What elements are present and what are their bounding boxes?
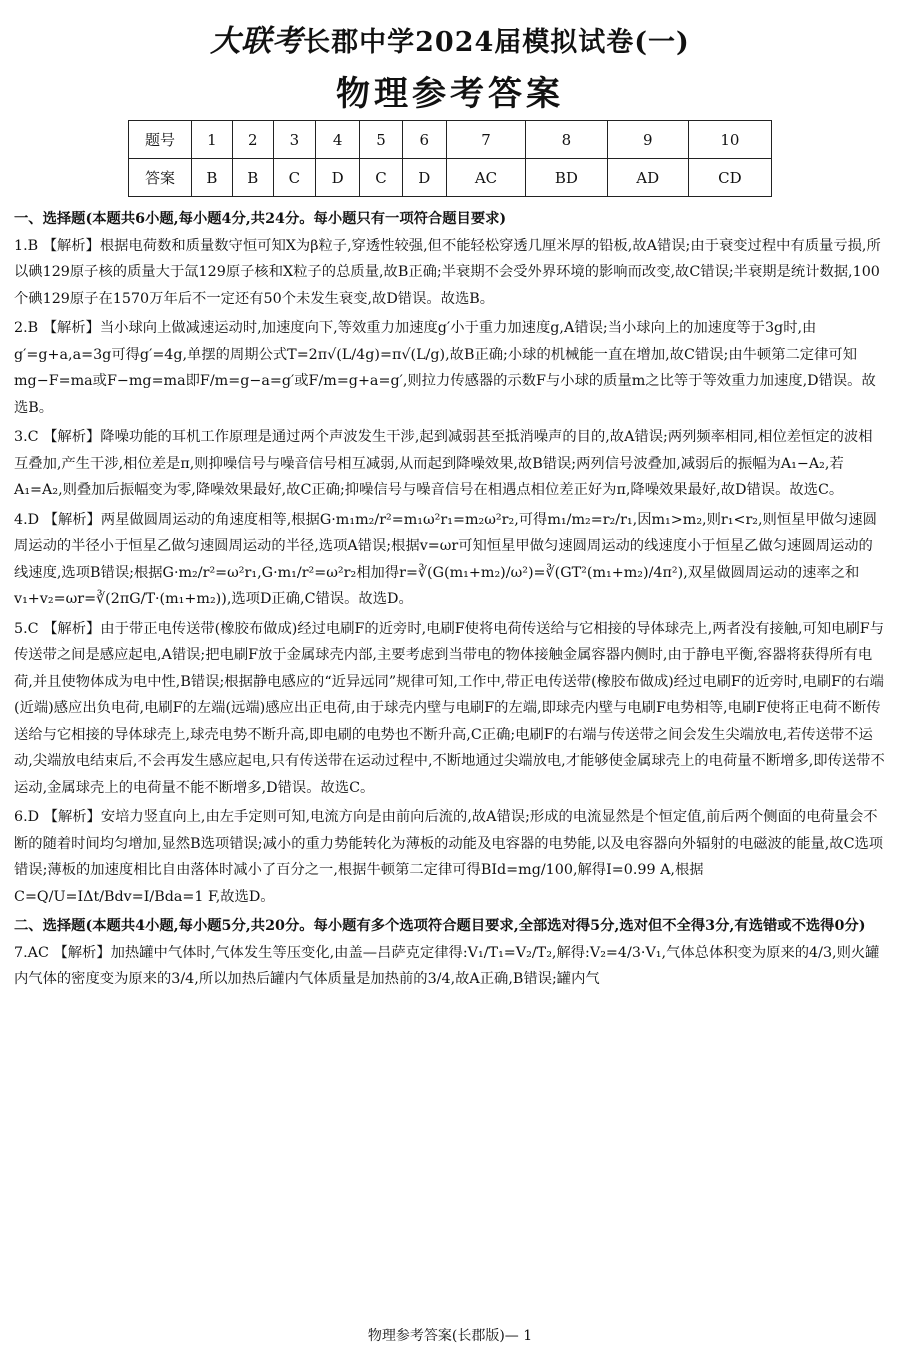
table-header-cell: 答案 — [129, 159, 192, 197]
answer-item: 1.B 【解析】根据电荷数和质量数守恒可知X为β粒子,穿透性较强,但不能轻松穿透几厘米厚的铅板,故A错误;由于衰变过程中有质量亏损,所以碘129原子核的质量大于氙129原子核和X粒子的总质量,故B正确;半衰期不会受外界环境的影响而改变,故C错误;半衰期是统计数据,100个碘129原子在1570万年后不一定还有50个未发生衰变,故D错误。故选B。 — [14, 237, 881, 307]
table-cell: B — [232, 159, 273, 197]
exam-title-text: 长郡中学2024届模拟试卷(一) — [303, 27, 690, 58]
table-cell: 3 — [273, 121, 315, 159]
document-body — [14, 206, 886, 996]
page-footer: 物理参考答案(长郡版)— 1 — [367, 1328, 533, 1344]
table-cell: C — [360, 159, 402, 197]
answer-item: 4.D 【解析】两星做圆周运动的角速度相等,根据G·m₁m₂/r²=m₁ω²r₁=m₂ω²r₂,可得m₁/m₂=r₂/r₁,因m₁>m₂,则r₁<r₂,则恒星甲做匀速圆周运动的半径小于恒星乙做匀速圆周运动的半径,选项A错误;根据v=ωr可知恒星甲做匀速圆周运动的线速度小于恒星乙做匀速圆周运动的线速度,选项B错误;根据G·m₂/r²=ω²r₁,G·m₁/r²=ω²r₂相加得r=∛(G(m₁+m₂)/ω²)=∛(GT²(m₁+m₂)/4π²),双星做圆周运动的速率之和v₁+v₂=ωr=∛(2πG/T·(m₁+m₂)),选项D正确,C错误。故选D。 — [14, 511, 877, 607]
answer-item: 5.C 【解析】由于带正电传送带(橡胶布做成)经过电刷F的近旁时,电刷F使将电荷传送给与它相接的导体球壳上,两者没有接触,可知电刷F与传送带之间是感应起电,A错误;把电刷F放于金属球壳内部,主要考虑到当带电的物体接触金属容器内侧时,由于静电平衡,容器将获得所有电荷,并且使物体成为电中性,B错误;根据静电感应的“近异远同”规律可知,工作中,带正电传送带(橡胶布做成)经过电刷F的近旁时,电刷F的右端(近端)感应出负电荷,电刷F的左端(远端)感应出正电荷,由于球壳内壁与电刷F的左端,即球壳内壁与电刷F电势相等,电刷F使将正电荷不断传送给与它相接的导体球壳上,球壳电势不断升高,即电刷的电势也不断升高,C正确;电刷F的右端与传送带之间会发生尖端放电,若传送带不运动,尖端放电结束后,不会再发生感应起电,只有传送带在运动过程中,不断地通过尖端放电,才能够使金属球壳上的电荷量不断增多,即传送带不运动,金属球壳上的电荷量不能不断增多,D错误。故选C。 — [14, 620, 885, 796]
table-cell: 9 — [607, 121, 688, 159]
table-cell: AC — [446, 159, 525, 197]
table-cell: CD — [688, 159, 771, 197]
table-cell: 4 — [316, 121, 360, 159]
answer-table — [128, 120, 772, 197]
table-header-cell: 题号 — [129, 121, 192, 159]
answer-item: 6.D 【解析】安培力竖直向上,由左手定则可知,电流方向是由前向后流的,故A错误;形成的电流显然是个恒定值,前后两个侧面的电荷量会不断的随着时间均匀增加,显然B选项错误;减小的重力势能转化为薄板的动能及电容器的电势能,以及电容器向外辐射的电磁波的能量,故C选项错误;薄板的加速度相比自由落体时减小了百分之一,根据牛顿第二定律可得BId=mg/100,解得I=0.99 A,根据C=Q/U=IΔt/Bdv=I/Bda=1 F,故选D。 — [14, 809, 884, 905]
table-cell: D — [316, 159, 360, 197]
answer-table-row-numbers — [129, 121, 772, 159]
table-cell: 7 — [446, 121, 525, 159]
table-cell: 5 — [360, 121, 402, 159]
page-title: 物理参考答案 — [336, 74, 564, 114]
table-cell: 1 — [192, 121, 233, 159]
brand-logo-text: 大联考 — [210, 24, 304, 59]
table-cell: BD — [526, 159, 608, 197]
table-cell: 10 — [688, 121, 771, 159]
section-heading: 一、选择题(本题共6小题,每小题4分,共24分。每小题只有一项符合题目要求) — [14, 211, 507, 227]
table-cell: 8 — [526, 121, 608, 159]
table-cell: 6 — [402, 121, 446, 159]
section-heading: 二、选择题(本题共4小题,每小题5分,共20分。每小题有多个选项符合题目要求,全部选对得5分,选对但不全得3分,有选错或不选得0分) — [14, 918, 866, 934]
answer-item: 7.AC 【解析】加热罐中气体时,气体发生等压变化,由盖—吕萨克定律得:V₁/T₁=V₂/T₂,解得:V₂=4/3·V₁,气体总体积变为原来的4/3,则火罐内气体的密度变为原来的3/4,所以加热后罐内气体质量是加热前的3/4,故A正确,B错误;罐内气 — [14, 944, 880, 987]
table-cell: 2 — [232, 121, 273, 159]
answer-table-row-answers — [129, 159, 772, 197]
table-cell: AD — [607, 159, 688, 197]
table-cell: B — [192, 159, 233, 197]
answer-item: 3.C 【解析】降噪功能的耳机工作原理是通过两个声波发生干涉,起到减弱甚至抵消噪声的目的,故A错误;两列频率相同,相位差恒定的波相互叠加,产生干涉,相位差是π,则抑噪信号与噪音信号相互减弱,从而起到降噪效果,故B错误;两列信号波叠加,减弱后的振幅为A₁−A₂,若A₁=A₂,则叠加后振幅变为零,降噪效果最好,故C正确;抑噪信号与噪音信号在相遇点相位差正好为π,降噪效果最好,故D错误。故选C。 — [14, 429, 873, 498]
answer-item: 2.B 【解析】当小球向上做减速运动时,加速度向下,等效重力加速度g′小于重力加速度g,A错误;当小球向上的加速度等于3g时,由g′=g+a,a=3g可得g′=4g,单摆的周期公式T=2π√(L/4g)=π√(L/g),故B正确;小球的机械能一直在增加,故C错误;由牛顿第二定律可知mg−F=ma或F−mg=ma即F/m=g−a=g′或F/m=g+a=g′,则拉力传感器的示数F与小球的质量m之比等于等效重力加速度,D错误。故选B。 — [14, 320, 876, 416]
exam-title — [0, 16, 900, 60]
table-cell: C — [273, 159, 315, 197]
table-cell: D — [402, 159, 446, 197]
